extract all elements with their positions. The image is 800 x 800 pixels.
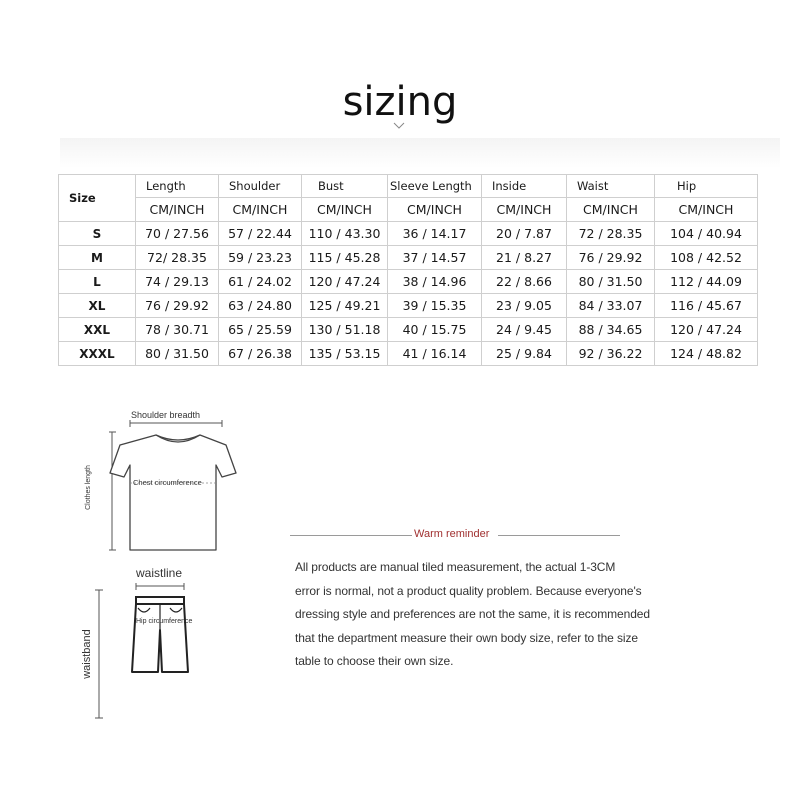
table-cell: 135 / 53.15 xyxy=(302,342,388,366)
table-unit-row xyxy=(59,198,758,222)
table-cell: 76 / 29.92 xyxy=(567,246,655,270)
column-header: Bust xyxy=(302,175,388,198)
table-cell: 20 / 7.87 xyxy=(482,222,567,246)
table-cell: 80 / 31.50 xyxy=(136,342,219,366)
pants-diagram-icon xyxy=(92,578,202,723)
unit-label: CM/INCH xyxy=(302,198,388,222)
table-cell: 63 / 24.80 xyxy=(219,294,302,318)
reminder-text xyxy=(295,556,675,674)
table-cell: 22 / 8.66 xyxy=(482,270,567,294)
table-cell: 65 / 25.59 xyxy=(219,318,302,342)
table-row xyxy=(59,342,758,366)
table-cell: 36 / 14.17 xyxy=(388,222,482,246)
size-label: XL xyxy=(59,294,136,318)
table-cell: 24 / 9.45 xyxy=(482,318,567,342)
table-cell: 115 / 45.28 xyxy=(302,246,388,270)
reminder-line: dressing style and preferences are not the same, it is recommended xyxy=(295,607,650,622)
table-cell: 59 / 23.23 xyxy=(219,246,302,270)
table-cell: 112 / 44.09 xyxy=(655,270,758,294)
shoulder-breadth-label: Shoulder breadth xyxy=(131,410,201,420)
table-cell: 116 / 45.67 xyxy=(655,294,758,318)
unit-label: CM/INCH xyxy=(136,198,219,222)
table-row xyxy=(59,222,758,246)
table-cell: 72/ 28.35 xyxy=(136,246,219,270)
reminder-line: error is normal, not a product quality problem. Because everyone's xyxy=(295,583,642,598)
size-label: S xyxy=(59,222,136,246)
table-cell: 72 / 28.35 xyxy=(567,222,655,246)
size-label: L xyxy=(59,270,136,294)
reminder-divider-right xyxy=(498,535,620,536)
table-cell: 108 / 42.52 xyxy=(655,246,758,270)
unit-label: CM/INCH xyxy=(219,198,302,222)
unit-label: CM/INCH xyxy=(567,198,655,222)
waistline-label: waistline xyxy=(136,566,183,580)
column-header: Sleeve Length xyxy=(388,175,482,198)
hip-circumference-label: Hip circumference xyxy=(136,618,193,625)
unit-label: CM/INCH xyxy=(388,198,482,222)
table-cell: 37 / 14.57 xyxy=(388,246,482,270)
waistband-label: waistband xyxy=(80,629,93,679)
table-cell: 130 / 51.18 xyxy=(302,318,388,342)
table-cell: 41 / 16.14 xyxy=(388,342,482,366)
reminder-line: that the department measure their own body size, refer to the size xyxy=(295,630,638,645)
table-row xyxy=(59,270,758,294)
table-cell: 80 / 31.50 xyxy=(567,270,655,294)
column-header: Shoulder xyxy=(219,175,302,198)
size-label: XXL xyxy=(59,318,136,342)
table-cell: 38 / 14.96 xyxy=(388,270,482,294)
table-cell: 25 / 9.84 xyxy=(482,342,567,366)
unit-label: CM/INCH xyxy=(655,198,758,222)
size-chart-table xyxy=(58,174,758,366)
table-header-row xyxy=(59,175,758,198)
size-column-header: Size xyxy=(59,175,136,222)
table-cell: 74 / 29.13 xyxy=(136,270,219,294)
column-header: Length xyxy=(136,175,219,198)
table-cell: 39 / 15.35 xyxy=(388,294,482,318)
table-cell: 92 / 36.22 xyxy=(567,342,655,366)
table-cell: 76 / 29.92 xyxy=(136,294,219,318)
clothes-length-label: Clothes length xyxy=(84,465,92,510)
table-cell: 21 / 8.27 xyxy=(482,246,567,270)
table-row xyxy=(59,318,758,342)
chest-circumference-label: Chest circumference xyxy=(133,478,202,487)
table-row xyxy=(59,294,758,318)
column-header: Waist xyxy=(567,175,655,198)
reminder-line: table to choose their own size. xyxy=(295,654,454,669)
table-cell: 67 / 26.38 xyxy=(219,342,302,366)
column-header: Hip xyxy=(655,175,758,198)
table-cell: 120 / 47.24 xyxy=(302,270,388,294)
column-header: Inside xyxy=(482,175,567,198)
unit-label: CM/INCH xyxy=(482,198,567,222)
table-cell: 88 / 34.65 xyxy=(567,318,655,342)
table-cell: 78 / 30.71 xyxy=(136,318,219,342)
table-cell: 70 / 27.56 xyxy=(136,222,219,246)
page-title: sizing xyxy=(342,79,458,125)
reminder-divider-left xyxy=(290,535,412,536)
chevron-down-icon xyxy=(392,122,406,130)
reminder-line: All products are manual tiled measurement, the actual 1-3CM xyxy=(295,560,616,574)
table-cell: 23 / 9.05 xyxy=(482,294,567,318)
table-cell: 61 / 24.02 xyxy=(219,270,302,294)
table-cell: 40 / 15.75 xyxy=(388,318,482,342)
table-cell: 120 / 47.24 xyxy=(655,318,758,342)
table-cell: 125 / 49.21 xyxy=(302,294,388,318)
table-cell: 57 / 22.44 xyxy=(219,222,302,246)
table-cell: 84 / 33.07 xyxy=(567,294,655,318)
table-cell: 124 / 48.82 xyxy=(655,342,758,366)
reminder-title: Warm reminder xyxy=(414,528,490,540)
table-cell: 104 / 40.94 xyxy=(655,222,758,246)
size-label: XXXL xyxy=(59,342,136,366)
table-row xyxy=(59,246,758,270)
header-shade xyxy=(60,138,780,168)
table-cell: 110 / 43.30 xyxy=(302,222,388,246)
size-label: M xyxy=(59,246,136,270)
